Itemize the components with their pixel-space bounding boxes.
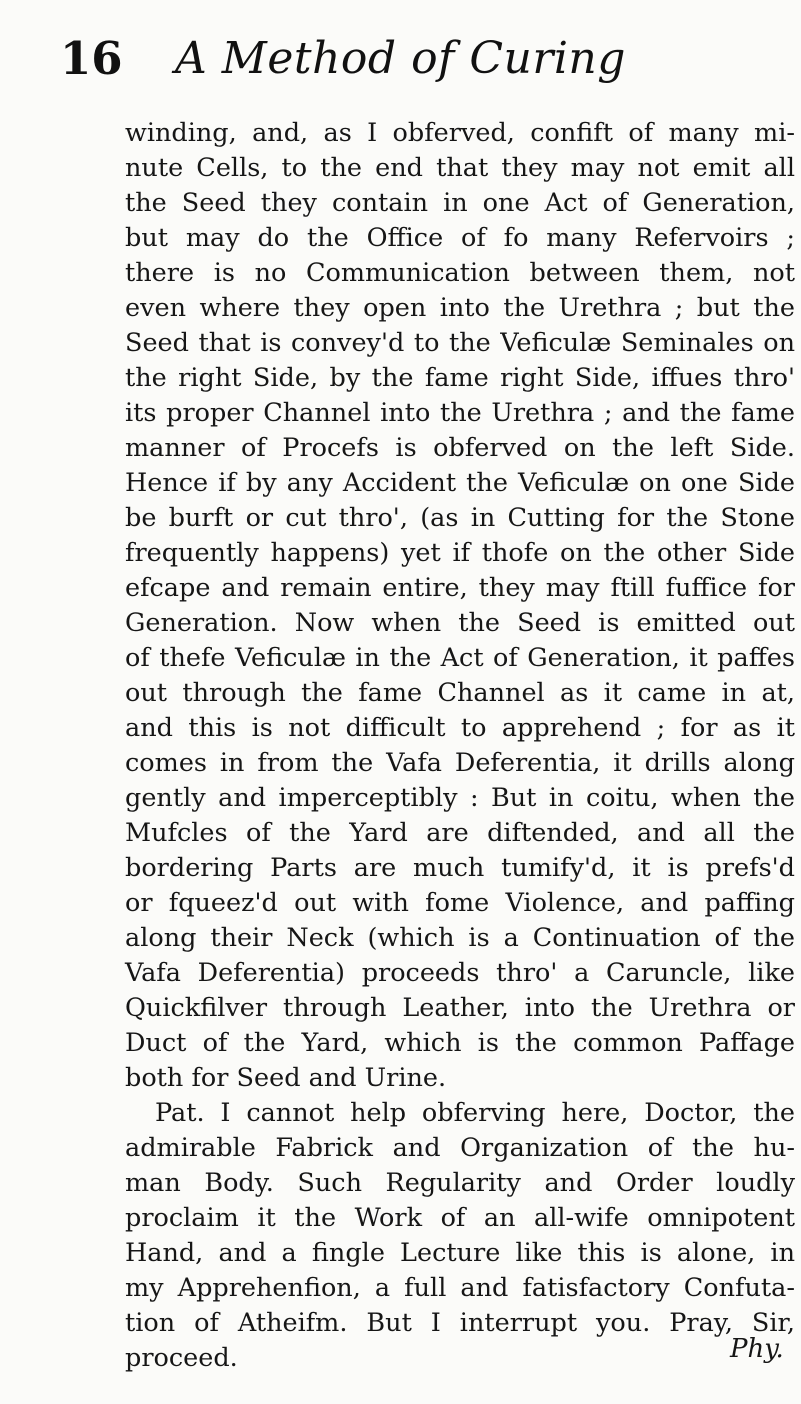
text-line: winding, and, as I obferved, confift of many mi-	[125, 118, 795, 148]
text-line: nute Cells, to the end that they may not emit all	[125, 153, 795, 183]
text-line: Quickfilver through Leather, into the Urethra or	[125, 993, 795, 1023]
text-line: along their Neck (which is a Continuation of the	[125, 923, 795, 953]
running-head: A Method of Curing	[175, 33, 626, 84]
text-line: Vafa Deferentia) proceeds thro' a Caruncle, like	[125, 958, 795, 988]
text-line: and this is not difficult to apprehend ; for as it	[125, 713, 795, 743]
text-line: or fqueez'd out with fome Violence, and paffing	[125, 888, 795, 918]
text-line: comes in from the Vafa Deferentia, it drills along	[125, 748, 795, 778]
catchword: Phy.	[730, 1334, 784, 1364]
text-line: my Apprehenfion, a full and fatisfactory Confuta-	[125, 1273, 795, 1303]
text-line: gently and imperceptibly : But in coitu, when the	[125, 783, 795, 813]
text-line: Hand, and a fingle Lecture like this is alone, in	[125, 1238, 795, 1268]
text-line: Hence if by any Accident the Veficulæ on one Side	[125, 468, 795, 498]
text-line: frequently happens) yet if thofe on the other Side	[125, 538, 795, 568]
page-number: 16	[60, 32, 123, 85]
body-text	[125, 116, 795, 1376]
text-line: there is no Communication between them, not	[125, 258, 795, 288]
text-line: both for Seed and Urine.	[125, 1063, 447, 1093]
text-line: the right Side, by the fame right Side, iffues thro'	[125, 363, 795, 393]
text-line: be burft or cut thro', (as in Cutting for the Stone	[125, 503, 795, 533]
text-line: out through the fame Channel as it came in at,	[125, 678, 795, 708]
text-line: Seed that is convey'd to the Veficulæ Seminales on	[125, 328, 795, 358]
text-line: proclaim it the Work of an all-wife omnipotent	[125, 1203, 795, 1233]
text-line: the Seed they contain in one Act of Generation,	[125, 188, 795, 218]
text-line: Duct of the Yard, which is the common Paffage	[125, 1028, 795, 1058]
text-line: but may do the Office of fo many Refervoirs ;	[125, 223, 795, 253]
text-line: Pat. I cannot help obferving here, Doctor, the	[155, 1098, 795, 1128]
page-header	[0, 4, 801, 114]
text-line: Mufcles of the Yard are diftended, and all the	[125, 818, 795, 848]
text-line: even where they open into the Urethra ; but the	[125, 293, 795, 323]
text-line: man Body. Such Regularity and Order loudly	[125, 1168, 795, 1198]
text-line: its proper Channel into the Urethra ; and the fame	[125, 398, 795, 428]
text-line: Generation. Now when the Seed is emitted out	[125, 608, 795, 638]
text-line: bordering Parts are much tumify'd, it is prefs'd	[125, 853, 795, 883]
text-line: tion of Atheifm. But I interrupt you. Pray, Sir,	[125, 1308, 795, 1338]
text-line: manner of Procefs is obferved on the left Side.	[125, 433, 795, 463]
text-line: proceed.	[125, 1343, 238, 1373]
text-line: of thefe Veficulæ in the Act of Generation, it paffes	[125, 643, 795, 673]
text-line: admirable Fabrick and Organization of the hu-	[125, 1133, 795, 1163]
text-line: efcape and remain entire, they may ftill fuffice for	[125, 573, 795, 603]
